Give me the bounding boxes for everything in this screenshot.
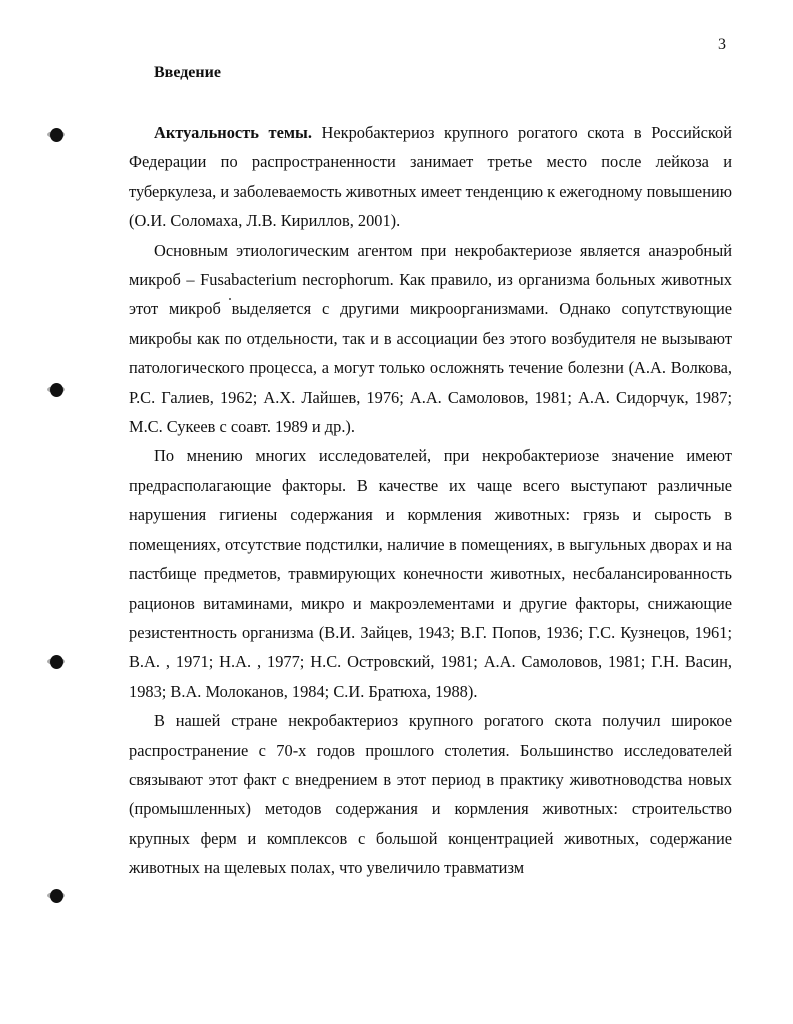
- body-text: [129, 118, 732, 883]
- paragraph-factors: По мнению многих исследователей, при некробактериозе значение имеют предрасполагающие факторы. В качестве их чаще всего выступают различные нарушения гигиены содержания и кормления животных: грязь и сырость в помещениях, отсутствие подстилки, наличие в помещениях, в выгульных дворах и на пастбище предметов, травмирующих конечности животных, несбалансированность рационов витаминами, микро и макроэлементами и другие факторы, снижающие резистентность организма (В.И. Зайцев, 1943; В.Г. Попов, 1936; Г.С. Кузнецов, 1961; В.А. , 1971; Н.А. , 1977; Н.С. Островский, 1981; А.А. Самоловов, 1981; Г.Н. Васин, 1983; В.А. Молоканов, 1984; С.И. Братюха, 1988).: [129, 446, 732, 701]
- paragraph-spread: В нашей стране некробактериоз крупного рогатого скота получил широкое распространение с 70-х годов прошлого столетия. Большинство исследователей связывают этот факт с внедрением в этот период в практику животноводства новых (промышленных) методов содержания и кормления животных: строительство крупных ферм и комплексов с большой концентрацией животных, содержание животных на щелевых полах, что увеличило травматизм: [129, 711, 732, 878]
- paragraph-relevance: [129, 118, 732, 236]
- paragraph-lead: Актуальность темы.: [154, 123, 312, 142]
- punch-hole-3: [50, 655, 63, 669]
- paragraph-etiology: Основным этиологическим агентом при некробактериозе является анаэробный микроб – Fusabacterium necrophorum. Как правило, из организма больных животных этот микроб выделяется с другими микроорганизмами. Однако сопутствующие микробы как по отдельности, так и в ассоциации без этого возбудителя не вызывают патологического процесса, а могут только осложнять течение болезни (А.А. Волкова, Р.С. Галиев, 1962; А.Х. Лайшев, 1976; А.А. Самоловов, 1981; А.А. Сидорчук, 1987; М.С. Сукеев с соавт. 1989 и др.).: [129, 240, 732, 437]
- punch-hole-1: [50, 128, 63, 142]
- paragraph-text: Некробактериоз крупного рогатого скота в Российской Федерации по распространенности занимает третье место после лейкоза и туберкулеза, и заболеваемость животных имеет тенденцию к ежегодному повышению (О.И. Соломаха, Л.В. Кириллов, 2001).: [129, 123, 732, 231]
- punch-hole-4: [50, 889, 63, 903]
- page-number: 3: [718, 36, 726, 53]
- section-heading: Введение: [154, 64, 221, 81]
- punch-hole-2: [50, 383, 63, 397]
